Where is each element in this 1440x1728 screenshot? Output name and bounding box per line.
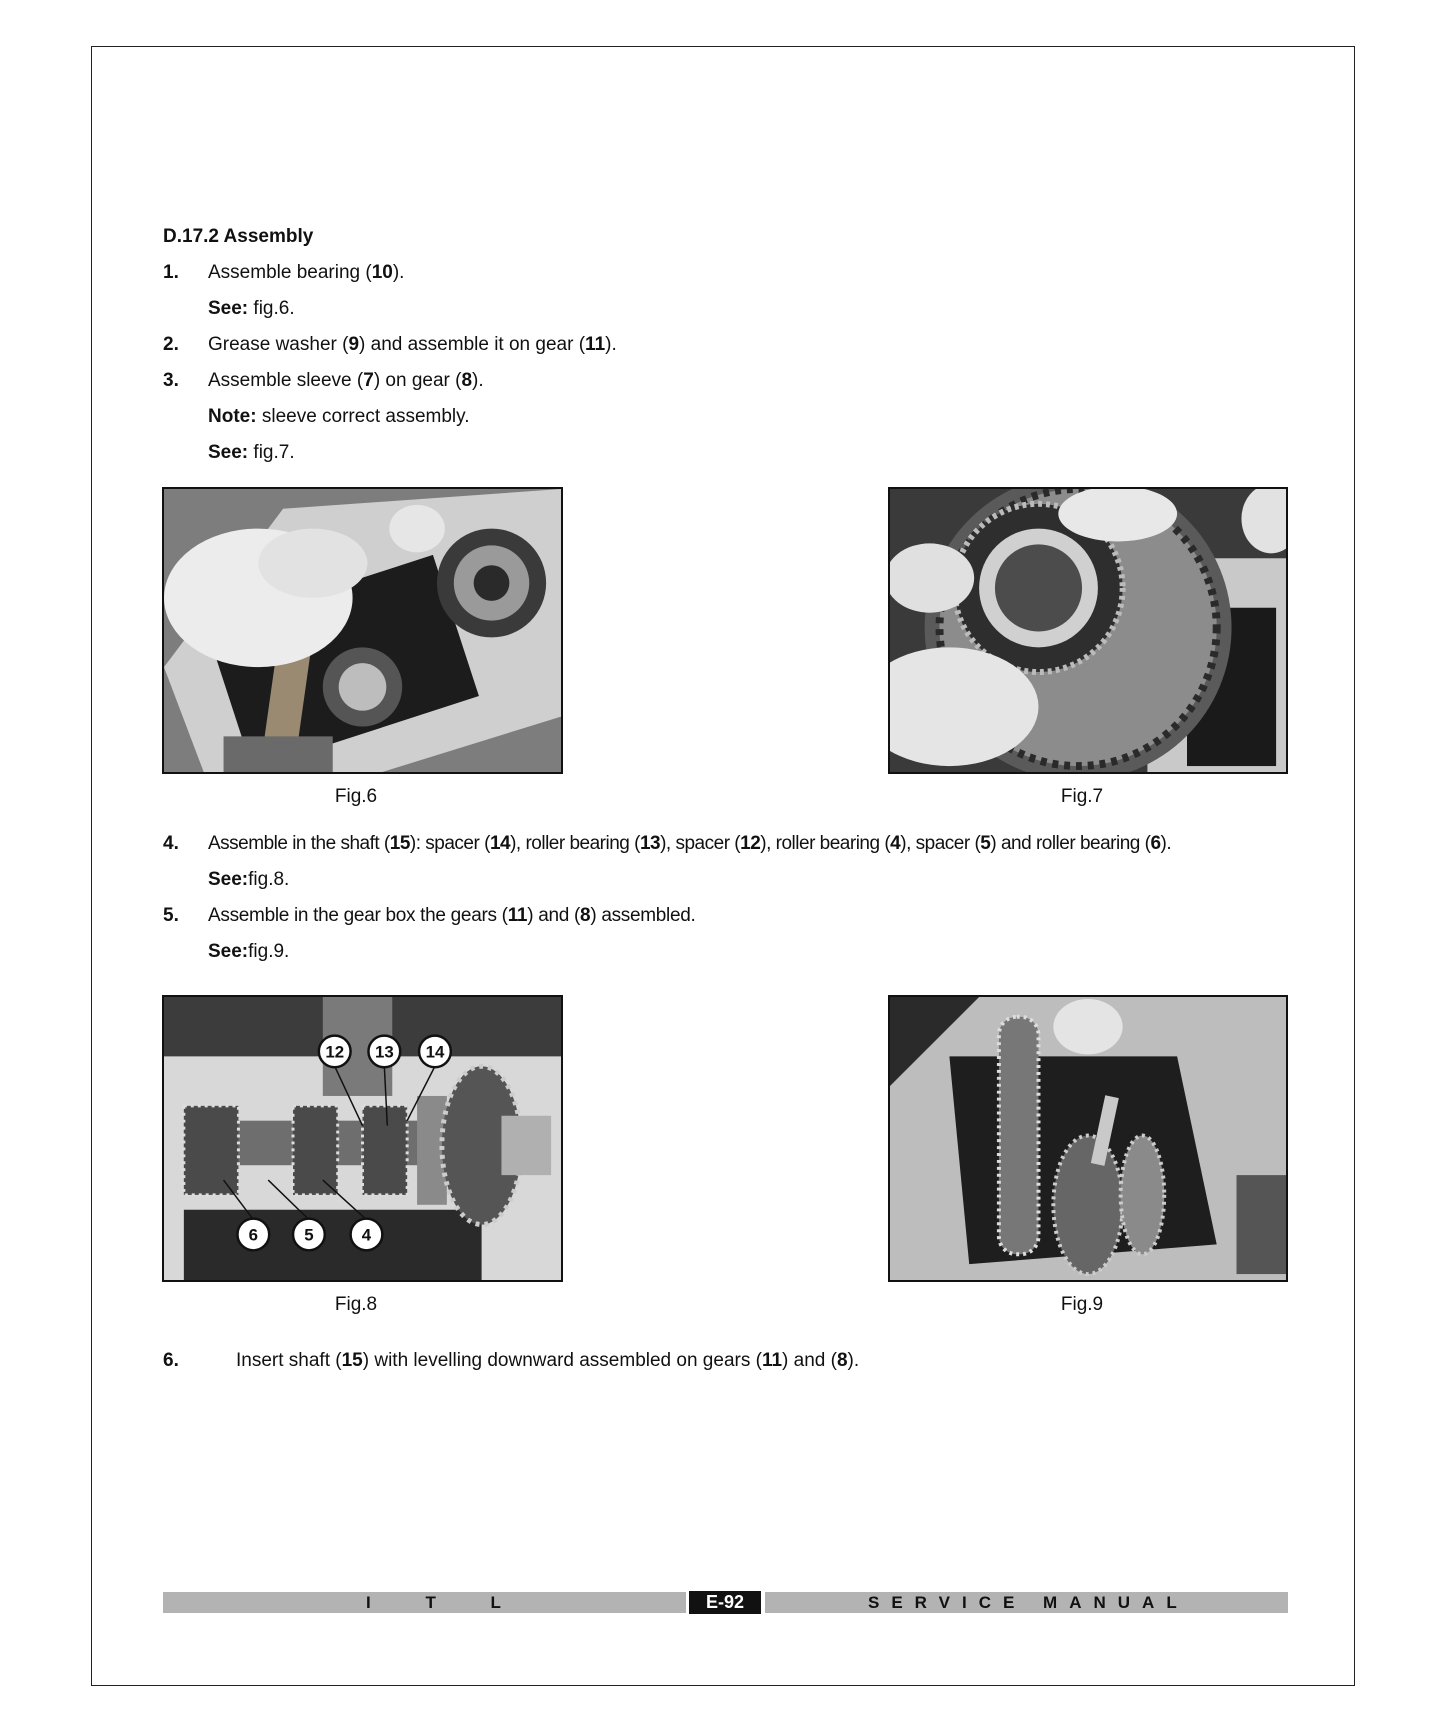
step-3-see: See: fig.7. (208, 442, 295, 463)
fig8-callout-6: 6 (248, 1225, 259, 1245)
fig7-photo (888, 487, 1288, 774)
fig8-caption: Fig.8 (334, 1294, 378, 1315)
step-4-see: See:fig.8. (208, 869, 290, 890)
fig6-photo (162, 487, 563, 774)
fig9-photo (888, 995, 1288, 1282)
page-border (91, 46, 1355, 1686)
step-4-number: 4. (163, 833, 179, 854)
fig7-caption: Fig.7 (1060, 786, 1104, 807)
fig8-photo (162, 995, 563, 1282)
fig6-caption: Fig.6 (334, 786, 378, 807)
fig9-caption: Fig.9 (1060, 1294, 1104, 1315)
step-6-text: Insert shaft (15) with levelling downward assembled on gears (11) and (8). (236, 1350, 860, 1371)
fig8-callout-14: 14 (425, 1042, 445, 1062)
fig8-callout-13: 13 (374, 1042, 394, 1062)
step-3-note: Note: sleeve correct assembly. (208, 406, 470, 427)
fig8-callout-5: 5 (304, 1225, 314, 1245)
fig8-callout-12: 12 (325, 1042, 345, 1062)
section-title: D.17.2 Assembly (163, 226, 314, 247)
footer-manual-title: SERVICE MANUAL (868, 1593, 1189, 1612)
step-1-text: Assemble bearing (10). (208, 262, 405, 283)
step-1-see: See: fig.6. (208, 298, 295, 319)
step-4-text: Assemble in the shaft (15): spacer (14), roller bearing (13), spacer (12), roller bearing (4), spacer (5) and roller bearing (6). (208, 833, 1172, 854)
footer-company: I T L (366, 1593, 526, 1612)
step-6-number: 6. (163, 1350, 179, 1371)
step-3-number: 3. (163, 370, 179, 391)
step-2-text: Grease washer (9) and assemble it on gear (11). (208, 334, 617, 355)
fig8-callout-4: 4 (361, 1225, 372, 1245)
step-5-text: Assemble in the gear box the gears (11) and (8) assembled. (208, 905, 696, 926)
step-2-number: 2. (163, 334, 179, 355)
step-3-text: Assemble sleeve (7) on gear (8). (208, 370, 484, 391)
step-5-number: 5. (163, 905, 179, 926)
footer-page-number: E-92 (689, 1591, 761, 1614)
step-1-number: 1. (163, 262, 179, 283)
step-5-see: See:fig.9. (208, 941, 290, 962)
